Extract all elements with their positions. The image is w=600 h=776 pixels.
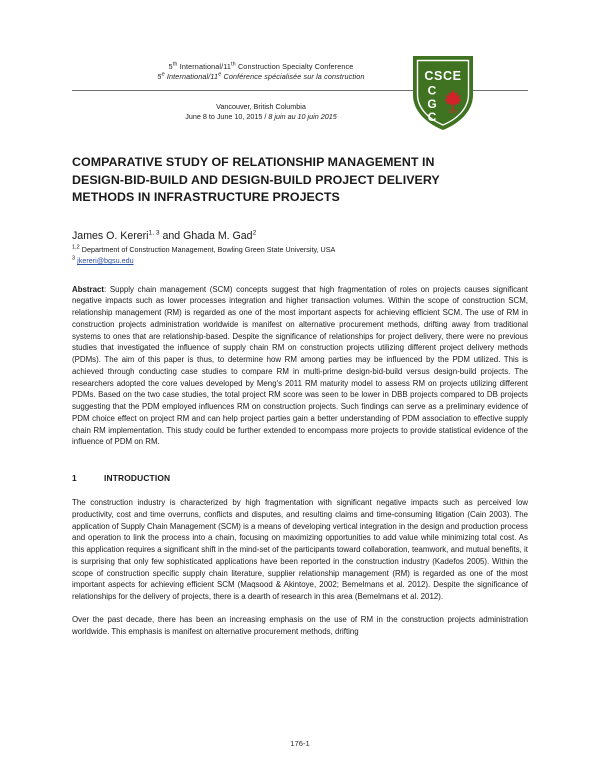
page-title-line-1: COMPARATIVE STUDY OF RELATIONSHIP MANAGEMENT IN (72, 155, 435, 169)
conf-fr-ordinal-2: e (218, 71, 222, 78)
email-marker: 3 (72, 255, 76, 262)
abstract-paragraph (72, 284, 528, 449)
author-affiliation (72, 245, 528, 256)
conf-fr-suffix: Conférence spécialisée sur la construction (221, 72, 365, 81)
author-name-2: Ghada M. Gad (183, 229, 253, 242)
page-title (72, 154, 528, 207)
csce-cgc-shield-logo (412, 55, 474, 131)
section-title: INTRODUCTION (104, 473, 171, 483)
author-1-affiliation-marker: 1, 3 (148, 228, 160, 236)
conference-title-french (72, 72, 450, 82)
conf-en-ordinal-1: th (172, 61, 178, 68)
conf-en-number: 5 (168, 62, 173, 71)
affiliation-marker: 1,2 (72, 244, 80, 251)
author-email-line (72, 256, 528, 267)
abstract-label: Abstract (72, 284, 105, 294)
conf-en-middle: International/11 (177, 62, 232, 71)
section-number: 1 (72, 473, 77, 483)
venue-dates-french: 8 juin au 10 juin 2015 (268, 112, 337, 121)
author-name-1: James O. Kereri (72, 229, 149, 242)
page-masthead (72, 0, 528, 124)
page-footer (0, 739, 600, 748)
svg-text:C: C (427, 110, 437, 124)
page-number: 176-1 (290, 739, 310, 748)
conference-title-english (72, 62, 450, 72)
abstract-text: Supply chain management (SCM) concepts suggest that high fragmentation of roles on projects causes significant negative impacts such as lower processes integration and higher transaction volumes. Within the scope of construction SCM, relationship management (RM) is regarded as one of the most important aspects for achieving efficient SCM. The use of RM in construction projects administration worldwide is manifest on alternative procurement methods, drifting away from traditional systems to ones that are relationship-based. Despite the significance of relationships for project delivery, there were no previous studies that investigated the influence of supply chain RM on construction projects utilizing different project delivery methods (PDMs). The aim of this paper is thus, to determine how RM among parties may be influenced by the PDM utilized. This is achieved through conducting case studies to compare RM in multi-prime design-bid-build versus design-build projects. The researchers adopted the core values developed by Meng's 2011 RM maturity model to assess RM on projects utilizing different PDMs. Based on the two case studies, the total project RM score was seen to be lower in DBB projects compared to DB projects suggesting that the PDM employed influences RM on construction projects. Such findings can serve as a preliminary evidence of PDM choice effect on project RM and can help project parties gain a better understanding of PDM association to effective supply chain RM implementation. This study could be further extended to encompass more projects to provide statistical evidence of the influence of PDM on RM. (72, 284, 528, 447)
page-title-line-3: METHODS IN INFRASTRUCTURE PROJECTS (72, 190, 340, 204)
conf-en-ordinal-2: th (231, 61, 236, 68)
author-email-link[interactable]: jkereri@bgsu.edu (77, 256, 134, 265)
author-2-affiliation-marker: 2 (252, 228, 257, 236)
author-block (72, 229, 528, 267)
svg-text:G: G (427, 97, 437, 111)
venue-city: Vancouver, British Columbia (216, 102, 306, 111)
svg-text:1887: 1887 (448, 109, 458, 114)
affiliation-text: Department of Construction Management, Bowling Green State University, USA (79, 244, 336, 254)
body-paragraph: The construction industry is characterized by high fragmentation with significant negative impacts such as perceived low productivity, cost and time overruns, conflicts and disputes, and resulting claims and time-consuming litigation (Cain 2003). The application of Supply Chain Management (SCM) is a means of developing vertical integration in the design and production process and operation to link the process into a chain, focusing on maximizing opportunities to add value while minimizing total cost. As this application requires a significant shift in the mind-set of the participants toward collaboration, teamwork, and mutual benefits, it is surprising that only few sophisticated applications have been reported in the construction industry (Kadefos 2005). Within the scope of construction specific supply chain literature, supplier relationship management (RM) is regarded as one of the most important aspects for achieving efficient SCM (Maqsood & Akintoye, 2002; Bemelmans et al. 2012). Despite the significance of relationships for the delivery of projects, there is a dearth of research in this area (Bemelmans et al. 2012). (72, 498, 528, 601)
author-conjunction: and (159, 229, 184, 242)
author-names (72, 229, 528, 243)
conf-fr-ordinal-1: e (161, 71, 165, 78)
conf-fr-number: 5 (157, 72, 162, 81)
svg-text:CSCE: CSCE (424, 69, 462, 83)
svg-text:C: C (427, 83, 437, 98)
conf-fr-middle: International/11 (164, 72, 219, 81)
body-paragraph: Over the past decade, there has been an increasing emphasis on the use of RM in the construction projects administration worldwide. This emphasis is manifest on alternative procurement methods, drifting (72, 614, 528, 636)
section-heading-introduction (72, 473, 528, 483)
venue-dates-english: June 8 to June 10, 2015 / (185, 112, 269, 121)
venue-dates (72, 112, 450, 122)
conf-en-suffix: Construction Specialty Conference (235, 62, 354, 71)
page-title-line-2: DESIGN-BID-BUILD AND DESIGN-BUILD PROJECT DELIVERY (72, 172, 440, 187)
abstract-separator: : (104, 284, 110, 294)
